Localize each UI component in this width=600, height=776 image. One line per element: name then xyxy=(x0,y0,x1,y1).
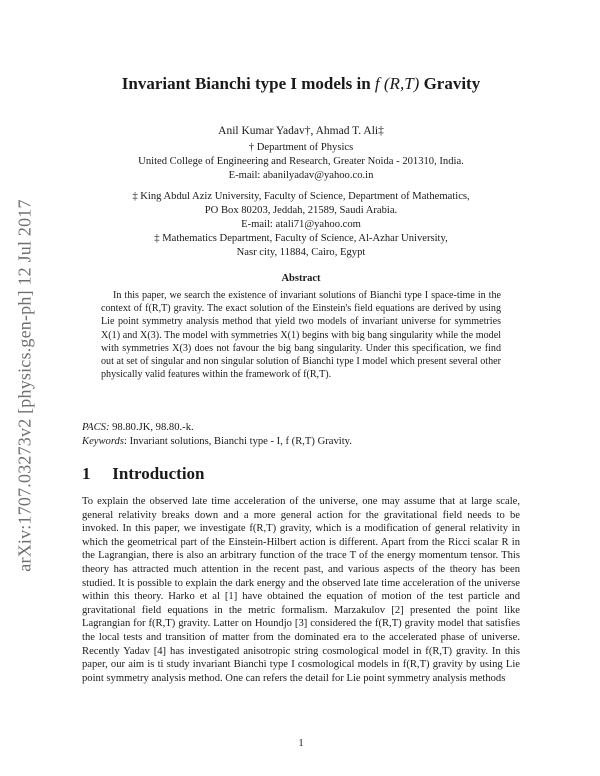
arxiv-stamp xyxy=(14,165,36,605)
paper-title xyxy=(82,74,520,94)
affiliation-2-line-4: ‡ Mathematics Department, Faculty of Science, Al-Azhar University, xyxy=(154,233,448,244)
affiliation-1-line-2: United College of Engineering and Research, Greater Noida - 201310, India. xyxy=(138,156,464,167)
affiliation-2-email: E-mail: atali71@yahoo.com xyxy=(241,219,361,230)
pacs-value: 98.80.JK, 98.80.-k. xyxy=(112,422,194,433)
affiliation-2 xyxy=(82,190,520,260)
paper-metadata xyxy=(82,421,520,449)
section-title: Introduction xyxy=(112,464,205,483)
intro-paragraph: To explain the observed late time acceleration of the universe, one may assume that at large scale, general relativity breaks down and a more general action for the gravitational field needs to be invoked. In this paper, we investigate f(R,T) gravity, which is a modification of general relativity in which the geometrical part of the Einstein-Hilbert action is different. Apart from the Ricci scalar R in the Lagrangian, there is also an arbitrary function of the trace T of the energy momentum tensor. This theory has attracted much attention in the recent past, and various aspects of the theory has been studied. It is possible to explain the dark energy and the observed late time acceleration of the universe within this theory. Harko et al [1] have obtained the equation of motion of the test particle and gravitational field equations in the metric formalism. Marzakulov [2] presented the point like Lagrangian for f(R,T) gravity. Latter on Houndjo [3] considered the f(R,T) gravity model that satisfies the local tests and transition of matter from the dominated era to the accelerated phase of universe. Recently Yadav [4] has investigated anisotropic string cosmological model in f(R,T) gravity. In this paper, our aim is ti study invariant Bianchi type I cosmological models in f(R,T) gravity by using Lie point symmetry analysis method. One can refers the detail for Lie point symmetry analysis methods xyxy=(82,496,520,684)
section-heading xyxy=(82,464,520,484)
keywords-value: : Invariant solutions, Bianchi type - I, f (R,T) Gravity. xyxy=(123,436,352,447)
keywords-label: Keywords xyxy=(82,436,124,447)
affiliation-1-line-1: † Department of Physics xyxy=(248,142,354,153)
affiliation-2-line-2: PO Box 80203, Jeddah, 21589, Saudi Arabia. xyxy=(204,205,398,216)
title-math: f (R,T) xyxy=(374,74,420,93)
abstract-text: In this paper, we search the existence of invariant solutions of Bianchi type I space-time in the context of f(R,T) gravity. The exact solution of the Einstein's field equations are derived by using Lie point symmetry analysis method that yield two models of invariant universe for symmetries X(1) and X(3). The model with symmetries X(1) begins with big bang singularity while the model with symmetries X(3) does not favour the big bang singularity. Under this specification, we find out at set of singular and non singular solution of Bianchi type I model which present several other physically valid features within the framework of f(R,T). xyxy=(101,290,501,381)
page-number: 1 xyxy=(298,738,304,749)
section-number: 1 xyxy=(82,464,91,483)
intro-body xyxy=(82,495,520,685)
abstract-body xyxy=(101,289,501,381)
author-list: Anil Kumar Yadav†, Ahmad T. Ali‡ xyxy=(218,125,384,137)
affiliation-2-line-5: Nasr city, 11884, Cairo, Egypt xyxy=(236,247,366,258)
affiliation-1 xyxy=(82,141,520,183)
pacs-line xyxy=(82,421,520,435)
title-prefix: Invariant Bianchi type I models in xyxy=(121,74,371,93)
abstract-heading: Abstract xyxy=(281,273,321,284)
affiliation-2-line-1: ‡ King Abdul Aziz University, Faculty of Science, Department of Mathematics, xyxy=(132,191,470,202)
affiliation-1-email: E-mail: abanilyadav@yahoo.co.in xyxy=(228,170,374,181)
keywords-line xyxy=(82,435,520,449)
title-suffix: Gravity xyxy=(423,74,481,93)
arxiv-stamp-text: arXiv:1707.03273v2 [physics.gen-ph] 12 Jul 2017 xyxy=(14,198,35,572)
pacs-label: PACS: xyxy=(82,422,110,433)
